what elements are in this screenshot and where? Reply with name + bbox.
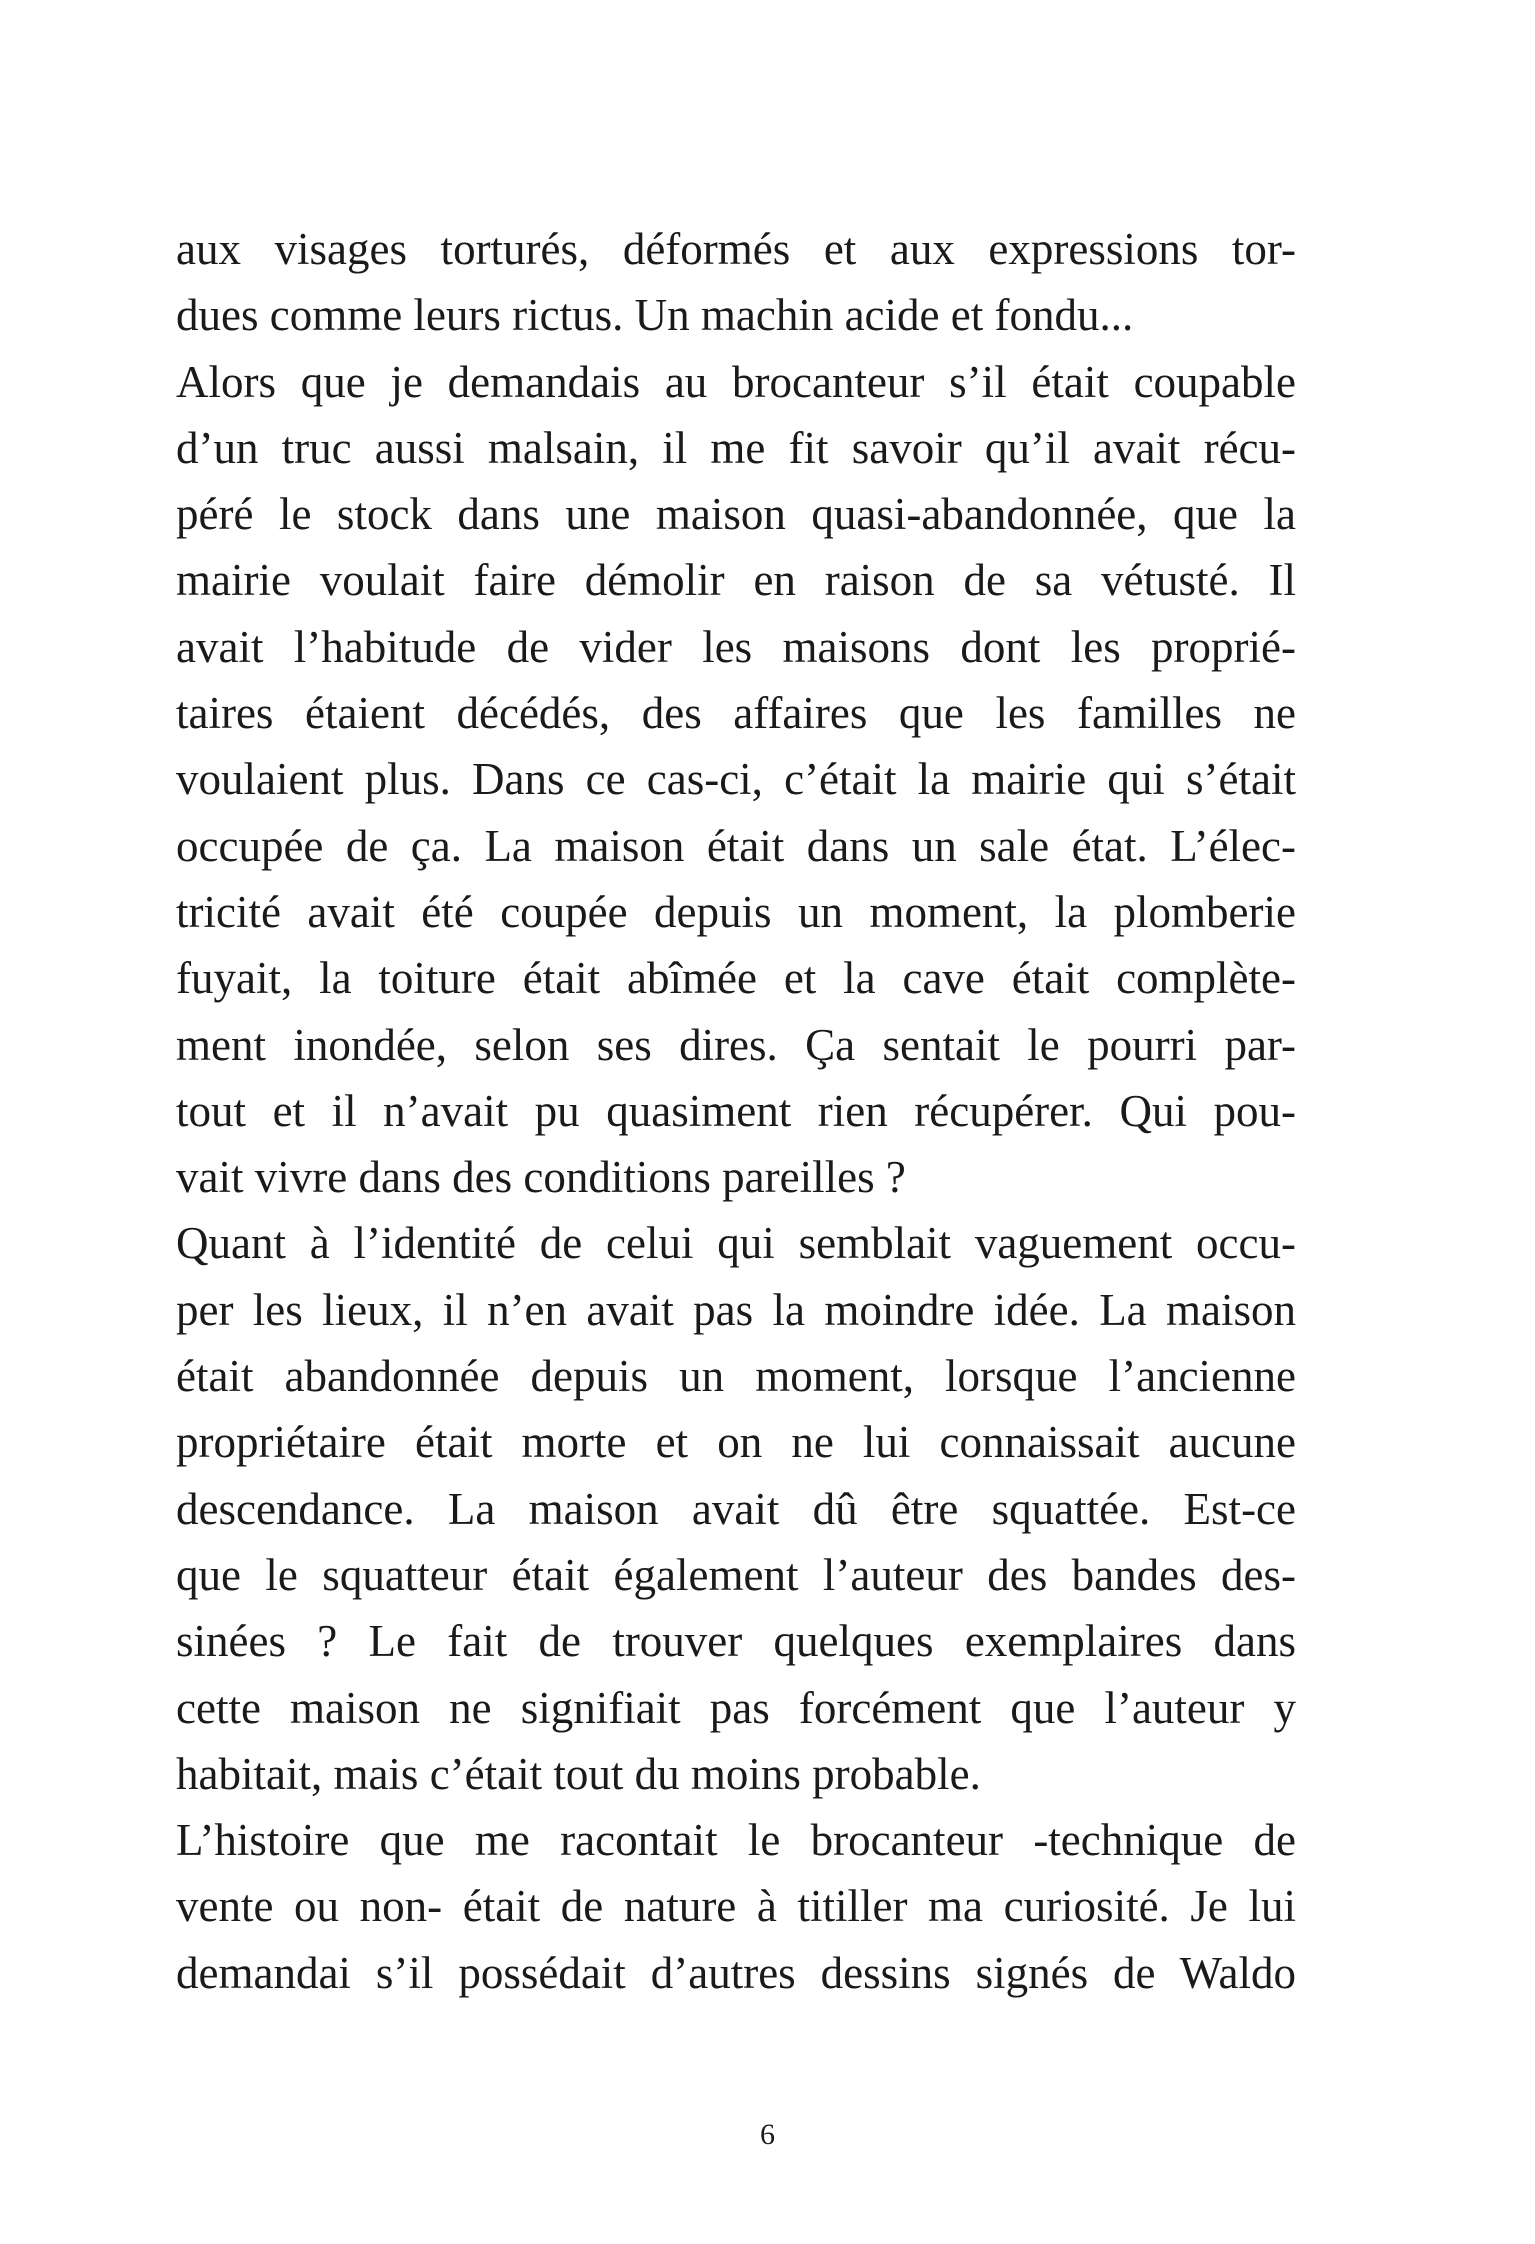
text-line: d’un truc aussi malsain, il me fit savoir qu’il avait récu- xyxy=(176,422,1296,473)
text-line: vente ou non- était de nature à titiller ma curiosité. Je lui xyxy=(176,1881,1296,1932)
text-line: habitait, mais c’était tout du moins probable. xyxy=(176,1748,981,1799)
text-line: vait vivre dans des conditions pareilles ? xyxy=(176,1152,906,1203)
page-number: 6 xyxy=(760,2118,775,2151)
text-line: taires étaient décédés, des affaires que les familles ne xyxy=(176,688,1296,739)
text-line: que le squatteur était également l’auteur des bandes des- xyxy=(176,1549,1296,1600)
text-line: Quant à l’identité de celui qui semblait vaguement occu- xyxy=(176,1218,1296,1269)
text-line: fuyait, la toiture était abîmée et la cave était complète- xyxy=(176,953,1296,1004)
text-line: demandai s’il possédait d’autres dessins signés de Waldo xyxy=(176,1947,1296,1998)
text-line: mairie voulait faire démolir en raison de sa vétusté. Il xyxy=(176,555,1296,606)
text-line: L’histoire que me racontait le brocanteur -technique de xyxy=(176,1815,1296,1866)
text-line: aux visages torturés, déformés et aux expressions tor- xyxy=(176,224,1296,274)
text-line: voulaient plus. Dans ce cas-ci, c’était la mairie qui s’était xyxy=(176,754,1296,805)
text-line: per les lieux, il n’en avait pas la moindre idée. La maison xyxy=(176,1284,1296,1335)
text-line: était abandonnée depuis un moment, lorsque l’ancienne xyxy=(176,1351,1296,1402)
text-line: cette maison ne signifiait pas forcément que l’auteur y xyxy=(176,1682,1296,1733)
text-line: ment inondée, selon ses dires. Ça sentait le pourri par- xyxy=(176,1019,1296,1070)
text-line: tout et il n’avait pu quasiment rien récupérer. Qui pou- xyxy=(176,1085,1296,1136)
text-line: occupée de ça. La maison était dans un sale état. L’élec- xyxy=(176,820,1296,871)
text-line: propriétaire était morte et on ne lui connaissait aucune xyxy=(176,1417,1296,1468)
text-line: Alors que je demandais au brocanteur s’il était coupable xyxy=(176,356,1296,407)
text-line: tricité avait été coupée depuis un moment, la plomberie xyxy=(176,886,1296,937)
text-line: descendance. La maison avait dû être squattée. Est-ce xyxy=(176,1483,1296,1534)
text-line: dues comme leurs rictus. Un machin acide et fondu... xyxy=(176,290,1134,341)
text-line: sinées ? Le fait de trouver quelques exemplaires dans xyxy=(176,1616,1296,1667)
text-line: avait l’habitude de vider les maisons dont les proprié- xyxy=(176,621,1296,672)
body-text xyxy=(176,216,1296,2006)
text-line: péré le stock dans une maison quasi-abandonnée, que la xyxy=(176,489,1296,540)
